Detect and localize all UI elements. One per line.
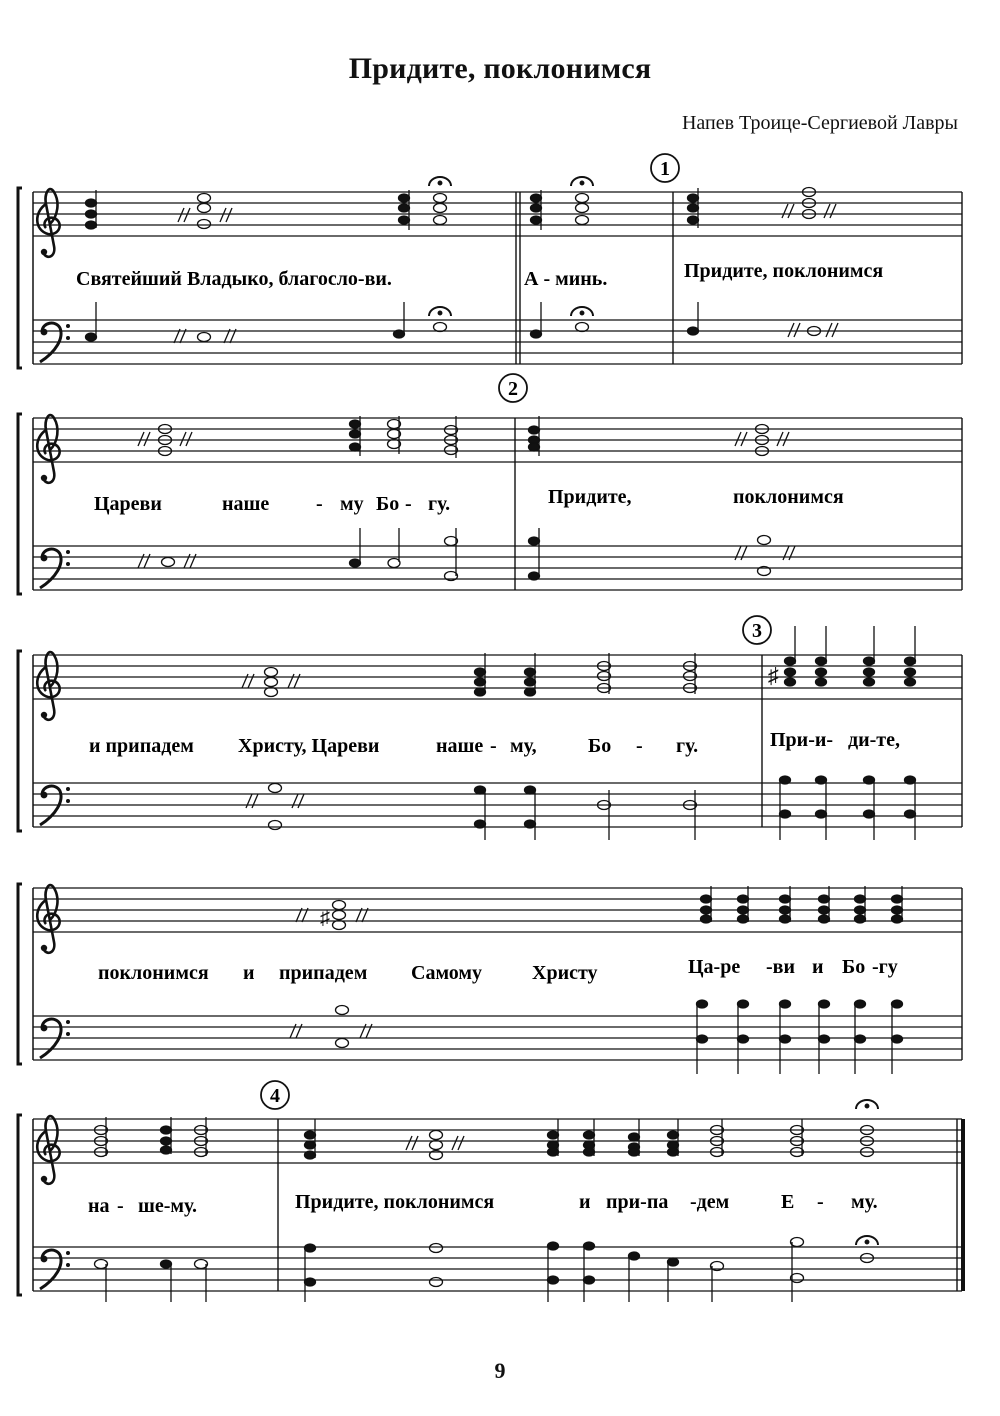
lyric: поклонимся [98, 962, 209, 984]
system-1 [18, 154, 962, 368]
rehearsal-mark-1: 1 [660, 158, 670, 180]
lyric: ше-му. [138, 1195, 198, 1217]
lyric: Христу, Цареви [238, 735, 380, 757]
svg-text:♯: ♯ [768, 663, 779, 688]
system-3 [18, 616, 962, 840]
lyric: - [316, 493, 323, 515]
lyric: А - минь. [524, 268, 608, 290]
lyric: наше [436, 735, 484, 757]
lyric: Ца-ре [688, 956, 741, 978]
system-4 [18, 884, 962, 1074]
lyric: му, [510, 735, 537, 757]
lyric: на [88, 1195, 110, 1217]
system-5 [18, 1081, 963, 1302]
lyric: Христу [532, 962, 598, 984]
page-number: 9 [494, 1358, 506, 1383]
system-2 [18, 374, 962, 594]
lyric: поклонимся [733, 486, 844, 508]
lyric: -ви [766, 956, 795, 978]
lyric: - [117, 1195, 124, 1217]
lyric: и [812, 956, 824, 978]
lyric: му. [851, 1191, 878, 1213]
lyric: гу. [428, 493, 451, 515]
lyric: - [636, 735, 643, 757]
lyric: -дем [690, 1191, 730, 1213]
lyric: - [817, 1191, 824, 1213]
rehearsal-mark-3: 3 [752, 620, 762, 642]
rehearsal-mark-4: 4 [270, 1085, 280, 1107]
lyric: при-па [606, 1191, 669, 1213]
rehearsal-mark-2: 2 [508, 378, 518, 400]
lyric: припадем [279, 962, 368, 984]
lyric: Придите, поклонимся [295, 1191, 495, 1213]
lyric: Самому [411, 962, 483, 984]
lyric: Бо [376, 493, 400, 515]
lyric: и [579, 1191, 591, 1213]
lyric: Святейший Владыко, благосло-ви. [76, 268, 392, 290]
lyric: - [490, 735, 497, 757]
lyric: наше [222, 493, 270, 515]
lyric: Бо [588, 735, 612, 757]
lyric: - [405, 493, 412, 515]
lyric: ди-те, [848, 729, 901, 751]
lyric: Цареви [94, 493, 162, 515]
svg-text:♯: ♯ [320, 907, 330, 929]
lyric: и [243, 962, 255, 984]
lyric: му [340, 493, 364, 515]
lyric: -гу [872, 956, 898, 978]
lyric: Придите, поклонимся [684, 260, 884, 282]
lyric: Е [781, 1191, 795, 1213]
lyric: Бо [842, 956, 866, 978]
lyric: гу. [676, 735, 699, 757]
lyric: Придите, [548, 486, 632, 508]
lyric: При-и- [770, 729, 834, 751]
lyric: и припадем [89, 735, 194, 757]
chant-source: Напев Троице-Сергиевой Лавры [681, 112, 958, 134]
page-title: Придите, поклонимся [348, 52, 652, 85]
